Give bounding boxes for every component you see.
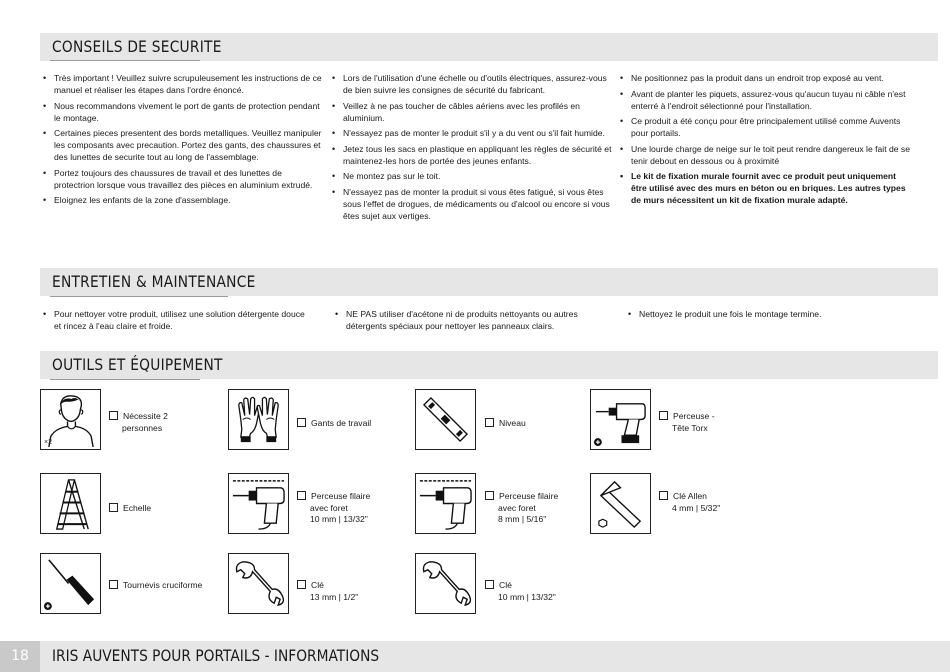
- safety-item: • Nous recommandons vivement le port de gants de protection pendant le montage.: [42, 100, 324, 124]
- safety-column-3: [619, 72, 914, 210]
- maintenance-title: ENTRETIEN & MAINTENANCE: [52, 272, 256, 291]
- person-icon: [40, 389, 101, 450]
- safety-title: CONSEILS DE SECURITE: [52, 37, 222, 56]
- tool-label-corded-drill-8mm: Perceuse filaire avec foret 8 mm | 5/16": [485, 491, 558, 526]
- tool-label-ladder: Echelle: [109, 503, 151, 515]
- maintenance-item: • Nettoyez le produit une fois le montage termine.: [627, 308, 917, 320]
- maintenance-column-2: [334, 308, 612, 336]
- wrench-icon: [415, 553, 476, 614]
- footer-title: IRIS AUVENTS POUR PORTAILS - INFORMATIONS: [52, 646, 380, 665]
- corded-drill-icon: [415, 473, 476, 534]
- corded-drill-icon: [228, 473, 289, 534]
- maintenance-title-underline: [50, 296, 228, 297]
- page-number: 18: [0, 641, 40, 672]
- wrench-10mm-checkbox[interactable]: [485, 580, 494, 589]
- safety-column-1: [42, 72, 324, 210]
- tool-label-level: Niveau: [485, 418, 526, 430]
- screwdriver-checkbox[interactable]: [109, 580, 118, 589]
- tool-label-corded-drill-10mm: Perceuse filaire avec foret 10 mm | 13/32": [297, 491, 370, 526]
- safety-item: • Jetez tous les sacs en plastique en appliquant les règles de sécurité et maintenez-les hors de portée des jeunes enfants.: [331, 143, 617, 167]
- safety-item: • N'essayez pas de monter le produit s'il y a du vent ou s'il fait humide.: [331, 127, 617, 139]
- tool-label-cordless-drill: Perceuse - Tête Torx: [659, 411, 715, 434]
- tool-label-wrench-13mm: Clé 13 mm | 1/2": [297, 580, 358, 603]
- safety-item: • Ce produit a été conçu pour être principalement utilisé comme Auvents pour portails.: [619, 115, 914, 139]
- safety-item: • Une lourde charge de neige sur le toit peut rendre dangereux le fait de se tenir debout en dessous ou à proximité: [619, 143, 914, 167]
- cordless-drill-checkbox[interactable]: [659, 411, 668, 420]
- safety-item: • Très important ! Veuillez suivre scrupuleusement les instructions de ce manuel et réaliser les étapes dans l'ordre énoncé.: [42, 72, 324, 96]
- maintenance-item: • NE PAS utiliser d'acétone ni de produits nettoyants ou autres détergents spéciaux pour nettoyer les panneaux clairs.: [334, 308, 612, 332]
- gloves-icon: [228, 389, 289, 450]
- screwdriver-icon: [40, 553, 101, 614]
- tools-title: OUTILS ET ÉQUIPEMENT: [52, 355, 223, 374]
- safety-item: • Ne positionnez pas la produit dans un endroit trop exposé au vent.: [619, 72, 914, 84]
- safety-item: • Avant de planter les piquets, assurez-vous qu'aucun tuyau ni câble n'est enterré à l'endroit sélectionné pour l'installation.: [619, 88, 914, 112]
- tool-label-screwdriver: Tournevis cruciforme: [109, 580, 202, 592]
- safety-title-underline: [50, 60, 200, 61]
- persons-badge: ×2: [44, 439, 52, 446]
- wrench-13mm-checkbox[interactable]: [297, 580, 306, 589]
- ladder-checkbox[interactable]: [109, 503, 118, 512]
- safety-item: • Portez toujours des chaussures de travail et des lunettes de protectrion lorsque vous travaillez des pièces en aluminium extrudé.: [42, 167, 324, 191]
- safety-item-important: • Le kit de fixation murale fournit avec ce produit peut uniquement être utilisé avec des murs en béton ou en briques. Les autres types de murs nécessitent un kit de fixation murale adapté.: [619, 170, 914, 206]
- wrench-icon: [228, 553, 289, 614]
- safety-item: • Eloignez les enfants de la zone d'assemblage.: [42, 194, 324, 206]
- ladder-icon: [40, 473, 101, 534]
- allen-key-icon: [590, 473, 651, 534]
- maintenance-item: • Pour nettoyer votre produit, utilisez une solution détergente douce et rincez à l'eau claire et froide.: [42, 308, 312, 332]
- maintenance-column-1: [42, 308, 312, 336]
- safety-item: • Certaines pieces presentent des bords metalliques. Veuillez manipuler les composants avec precaution. Portez des gants, des chaussures et des lunettes de securite tout au long de l'assemblage.: [42, 127, 324, 163]
- safety-item: • Ne montez pas sur le toit.: [331, 170, 617, 182]
- tool-label-allen-key: Clé Allen 4 mm | 5/32": [659, 491, 720, 514]
- gloves-checkbox[interactable]: [297, 418, 306, 427]
- level-checkbox[interactable]: [485, 418, 494, 427]
- cordless-drill-icon: [590, 389, 651, 450]
- safety-item: • Veillez à ne pas toucher de câbles aériens avec les profilés en aluminium.: [331, 100, 617, 124]
- maintenance-column-3: [627, 308, 917, 324]
- tool-label-persons: Nécessite 2 personnes: [109, 411, 168, 434]
- safety-item: • N'essayez pas de monter la produit si vous êtes fatigué, si vous êtes sous l'effet de drogues, de médicaments ou d'alcool ou encore si vous êtes sujet aux vertiges.: [331, 186, 617, 222]
- corded-drill-10mm-checkbox[interactable]: [297, 491, 306, 500]
- corded-drill-8mm-checkbox[interactable]: [485, 491, 494, 500]
- safety-item: • Lors de l'utilisation d'une échelle ou d'outils électriques, assurez-vous de bien suivre les consignes de sécurité du fabricant.: [331, 72, 617, 96]
- tool-label-gloves: Gants de travail: [297, 418, 371, 430]
- level-icon: [415, 389, 476, 450]
- tool-label-wrench-10mm: Clé 10 mm | 13/32": [485, 580, 556, 603]
- allen-key-checkbox[interactable]: [659, 491, 668, 500]
- tools-title-underline: [50, 379, 200, 380]
- safety-column-2: [331, 72, 617, 225]
- persons-checkbox[interactable]: [109, 411, 118, 420]
